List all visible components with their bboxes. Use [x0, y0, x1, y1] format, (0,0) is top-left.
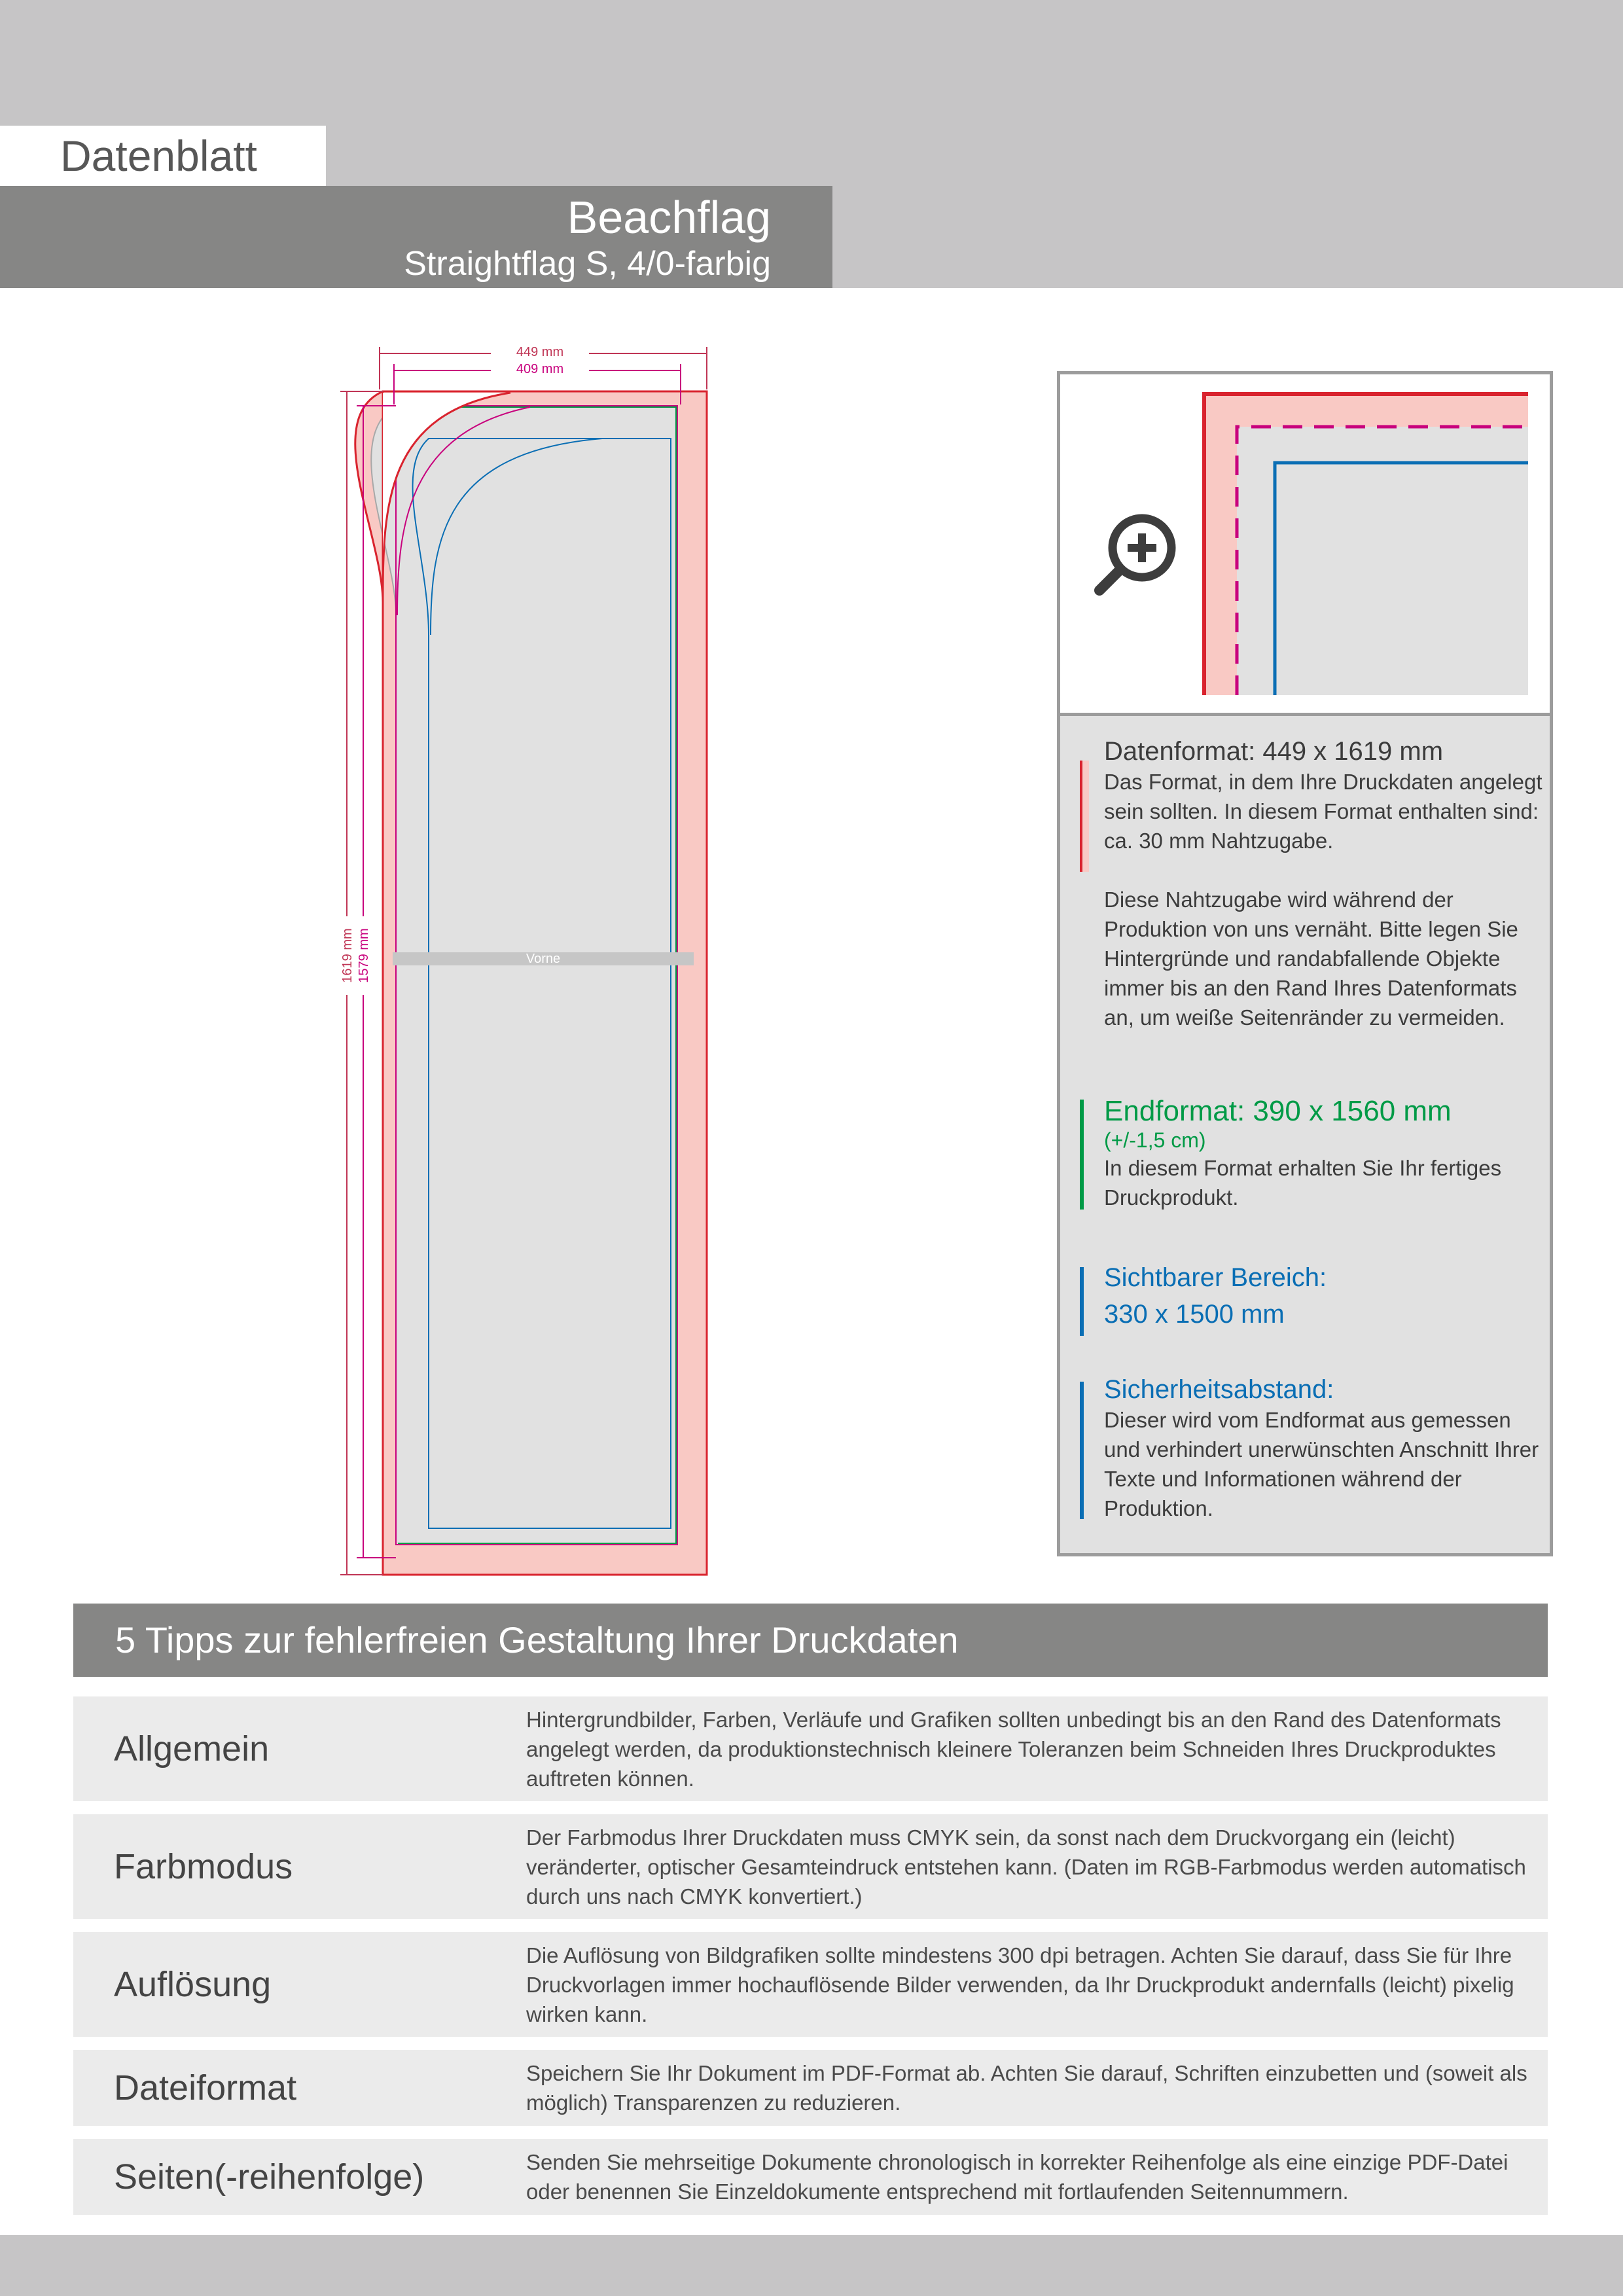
- product-title: Beachflag: [567, 192, 771, 243]
- datenformat-text: Das Format, in dem Ihre Druckdaten angelegt sein sollten. In diesem Format enthalten sind: ca. 30 mm Nahtzugabe.: [1104, 770, 1543, 853]
- bottom-band: [0, 2235, 1623, 2296]
- height-inner-label: 1579 mm: [357, 928, 371, 983]
- tip-label: Dateiformat: [114, 2068, 297, 2108]
- visible-area-title: Sichtbarer Bereich:: [1104, 1263, 1327, 1292]
- front-label: Vorne: [526, 952, 561, 966]
- tip-text: Der Farbmodus Ihrer Druckdaten muss CMYK sein, da sonst nach dem Druckvorgang ein (leicht) veränderter, optischer Gesamteindruck entstehen kann. (Daten im RGB-Farbmodus werden automatisch durch uns nach CMYK konvertiert.): [526, 1825, 1526, 1909]
- datenformat-marker: [1080, 761, 1089, 872]
- tip-label: Farbmodus: [114, 1847, 293, 1886]
- tip-text: Senden Sie mehrseitige Dokumente chronologisch in korrekter Reihenfolge als eine einzige PDF-Datei oder benennen Sie Einzeldokumente entsprechend mit fortlaufenden Seitennummern.: [526, 2150, 1508, 2204]
- tip-label: Allgemein: [114, 1729, 270, 1768]
- zoom-final: [1237, 427, 1528, 695]
- tip-row: [73, 2050, 1548, 2126]
- safety-title: Sicherheitsabstand:: [1104, 1375, 1334, 1404]
- tip-text: Hintergrundbilder, Farben, Verläufe und Grafiken sollten unbedingt bis an den Rand des Datenformats angelegt werden, da produktionstechnisch kleinere Toleranzen beim Schneiden Ihres Druckproduktes auftreten können.: [526, 1707, 1501, 1791]
- datenformat-text2: Diese Nahtzugabe wird während der Produktion von uns vernäht. Bitte legen Sie Hintergründe und randabfallende Objekte immer bis an den Rand Ihres Datenformats an, um weiße Seitenränder zu vermeiden.: [1104, 888, 1518, 1030]
- visible-area-size: 330 x 1500 mm: [1104, 1300, 1285, 1329]
- safety-text: Dieser wird vom Endformat aus gemessen und verhindert unerwünschten Anschnitt Ihrer Texte und Informationen während der Produktion.: [1104, 1408, 1539, 1520]
- product-subtitle: Straightflag S, 4/0-farbig: [404, 245, 771, 283]
- endformat-marker: [1080, 1100, 1084, 1210]
- endformat-text: In diesem Format erhalten Sie Ihr fertiges Druckprodukt.: [1104, 1156, 1502, 1210]
- tip-label: Seiten(-reihenfolge): [114, 2157, 425, 2197]
- info-panel: [1057, 716, 1553, 1556]
- product-title-bar: [0, 186, 832, 288]
- zoom-detail: [1057, 371, 1553, 716]
- tip-row: [73, 1814, 1548, 1919]
- flag-diagram: [314, 340, 720, 1584]
- tip-text: Speichern Sie Ihr Dokument im PDF-Format ab. Achten Sie darauf, Schriften einzubetten und (soweit als möglich) Transparenzen zu reduzieren.: [526, 2061, 1527, 2115]
- endformat-title: Endformat: 390 x 1560 mm: [1104, 1095, 1452, 1127]
- tip-row: [73, 1696, 1548, 1801]
- datenformat-title: Datenformat: 449 x 1619 mm: [1104, 737, 1444, 766]
- visible-area-marker: [1080, 1267, 1084, 1336]
- zoom-in-icon: [1099, 518, 1171, 590]
- final-format-area: [371, 406, 677, 1545]
- tips-title: 5 Tipps zur fehlerfreien Gestaltung Ihrer Druckdaten: [73, 1604, 1548, 1677]
- endformat-tolerance: (+/-1,5 cm): [1104, 1128, 1206, 1152]
- width-outer-label: 449 mm: [516, 345, 564, 359]
- width-inner-label: 409 mm: [516, 362, 564, 376]
- safety-marker: [1080, 1382, 1084, 1519]
- datasheet-tab: Datenblatt: [0, 126, 326, 186]
- height-outer-label: 1619 mm: [340, 928, 355, 983]
- tip-row: [73, 2139, 1548, 2215]
- tip-text: Die Auflösung von Bildgrafiken sollte mindestens 300 dpi betragen. Achten Sie darauf, dass Sie für Ihre Druckvorlagen immer hochauflösende Bilder verwenden, da Ihr Druckprodukt andernfalls (leicht) pixelig wirken kann.: [526, 1943, 1514, 2026]
- tip-row: [73, 1932, 1548, 2037]
- tip-label: Auflösung: [114, 1965, 272, 2004]
